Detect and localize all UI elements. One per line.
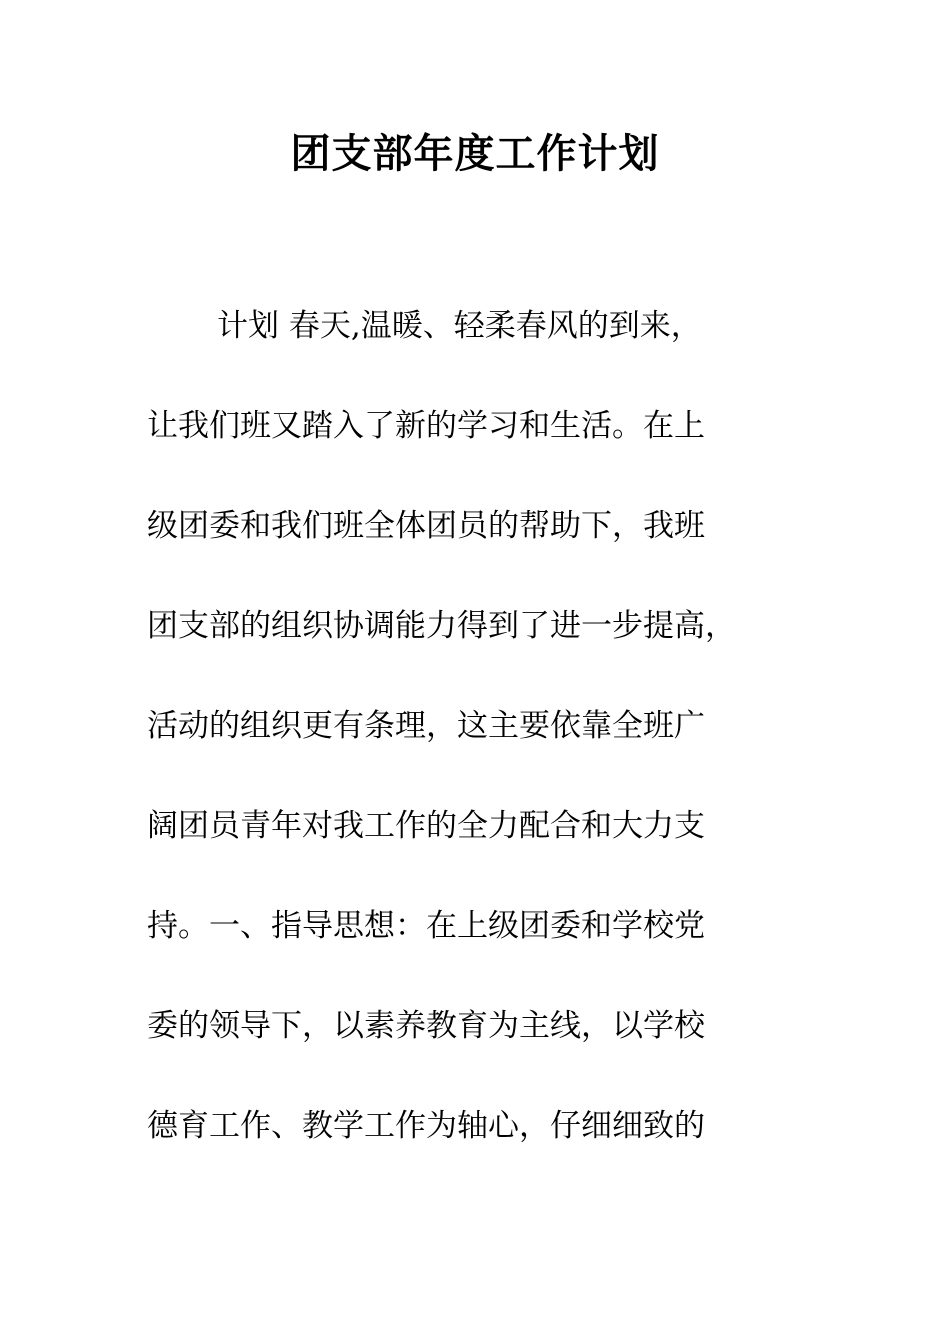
body-line: 团支部的组织协调能力得到了进一步提高， (147, 608, 736, 644)
body-line: 委的领导下，以素养教育为主线，以学校 (147, 1008, 705, 1044)
body-line: 让我们班又踏入了新的学习和生活。在上 (147, 408, 705, 444)
body-line: 级团委和我们班全体团员的帮助下，我班 (147, 508, 705, 544)
document-title: 团支部年度工作计划 (290, 130, 660, 177)
body-line: 德育工作、教学工作为轴心，仔细细致的 (147, 1108, 705, 1144)
body-line: 计划 春天,温暖、轻柔春风的到来， (217, 308, 702, 344)
body-line: 活动的组织更有条理，这主要依靠全班广 (147, 708, 705, 744)
body-line: 阔团员青年对我工作的全力配合和大力支 (147, 808, 705, 844)
document-body (147, 296, 807, 1196)
body-line: 持。一、指导思想：在上级团委和学校党 (147, 908, 705, 944)
